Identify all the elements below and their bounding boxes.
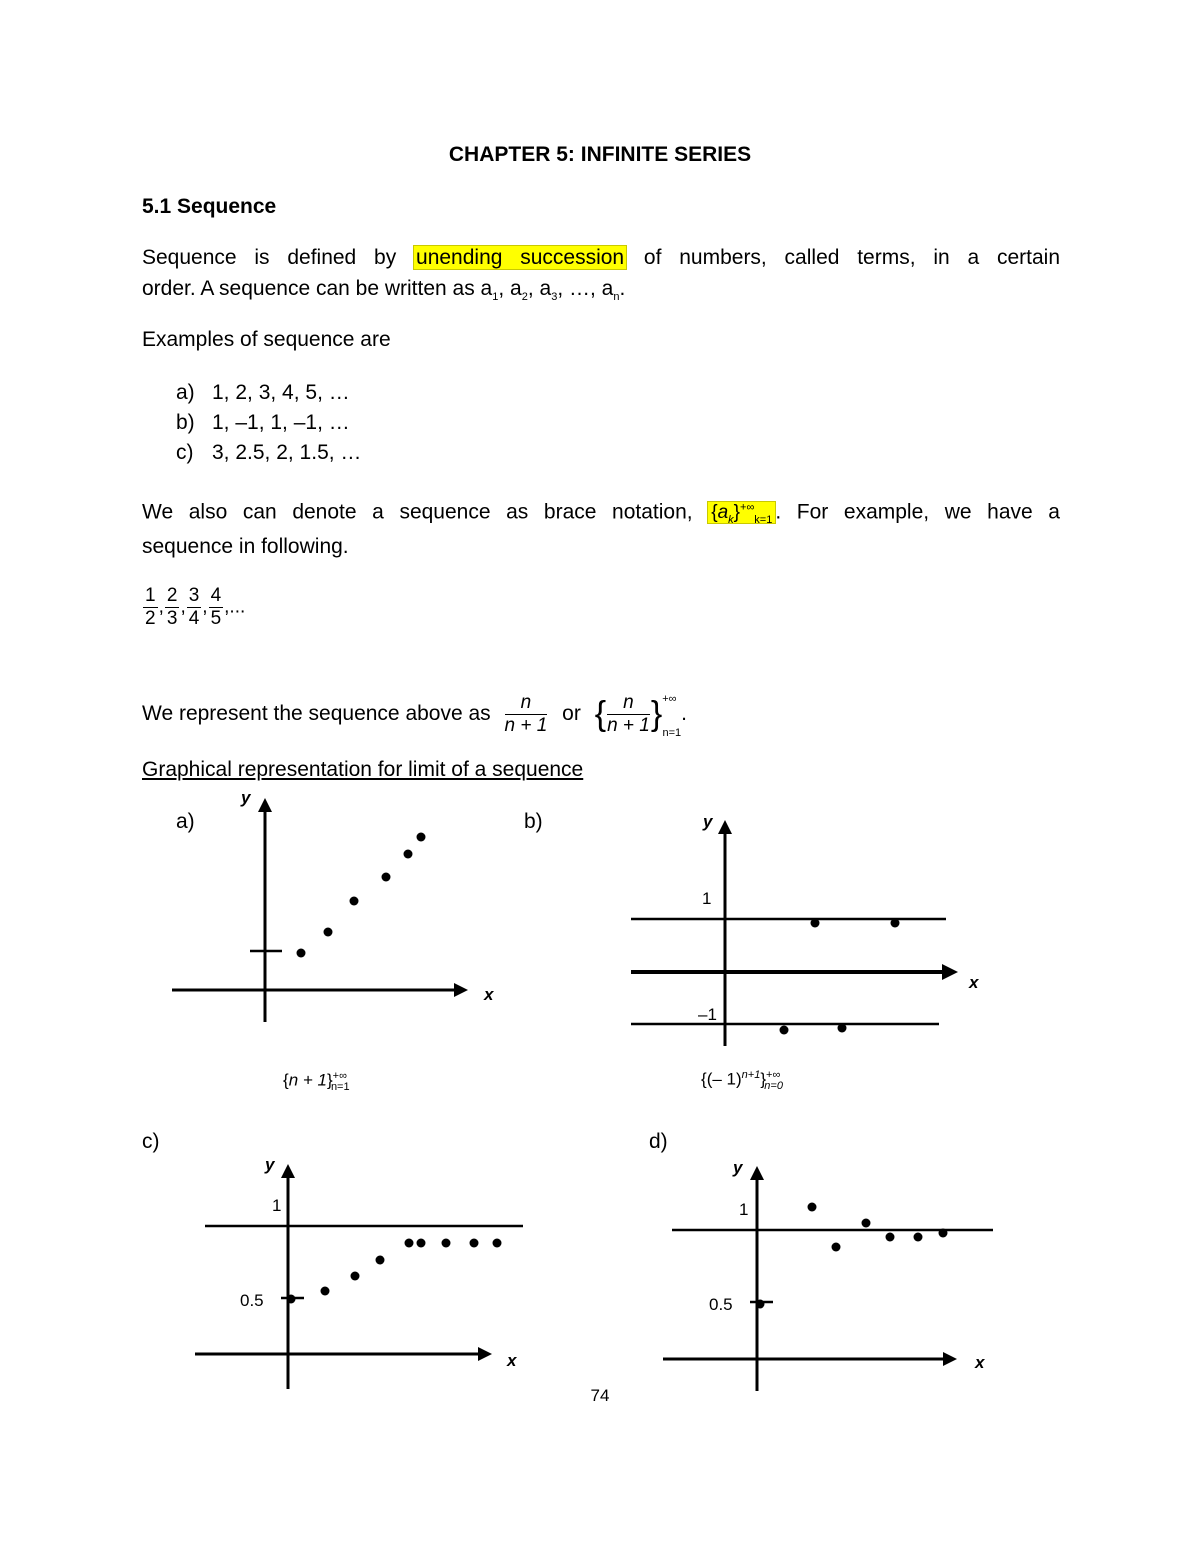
graph-c-label: c) bbox=[142, 1130, 160, 1153]
graph-b-x-label: x bbox=[969, 973, 979, 992]
graph-b-formula: {(– $1)^{n+1}\}^{+\infty}_{n=0}$ bbox=[701, 1069, 783, 1093]
representation-sup: +∞ bbox=[662, 693, 677, 705]
ellipsis: , …, a bbox=[557, 277, 614, 300]
fraction-den: n + 1 bbox=[607, 714, 650, 736]
chapter-title: CHAPTER 5: INFINITE SERIES bbox=[448, 143, 752, 166]
graph-caption: Graphical representation for limit of a sequence bbox=[142, 758, 584, 781]
graph-a-points bbox=[297, 833, 426, 958]
fraction-den: 5 bbox=[210, 608, 222, 629]
example-label: a) bbox=[176, 381, 195, 404]
data-point bbox=[886, 1233, 895, 1242]
representation-text: We represent the sequence above as bbox=[142, 702, 491, 725]
data-point bbox=[811, 919, 820, 928]
graph-d bbox=[663, 1166, 993, 1391]
data-point bbox=[321, 1287, 330, 1296]
data-point bbox=[862, 1219, 871, 1228]
y-arrow-icon bbox=[258, 798, 272, 812]
y-arrow-icon bbox=[750, 1166, 764, 1180]
data-point bbox=[287, 1295, 296, 1304]
graph-b-tick-one: 1 bbox=[702, 889, 712, 908]
data-point bbox=[382, 873, 391, 882]
graph-d-points bbox=[756, 1203, 948, 1309]
representation-line: We represent the sequence above as $\frac{n}{n + 1}$ or { $\frac{n}{n + 1}$ }$^{+\infty}_{n=1}$. bbox=[142, 691, 687, 739]
graph-a-x-label: x bbox=[484, 985, 494, 1004]
fraction-num: 1 bbox=[145, 585, 156, 606]
example-text: 1, 2, 3, 4, 5, … bbox=[212, 381, 350, 404]
brace-sub: k bbox=[728, 514, 734, 527]
fraction-num: 4 bbox=[210, 585, 222, 606]
graph-d-x-label: x bbox=[975, 1353, 985, 1372]
data-point bbox=[351, 1272, 360, 1281]
example-text: 1, –1, 1, –1, … bbox=[212, 411, 350, 434]
data-point bbox=[891, 919, 900, 928]
highlighted-term: unending succession bbox=[416, 246, 625, 269]
fraction-den: 2 bbox=[145, 608, 156, 629]
graph-a-y-label: y bbox=[241, 788, 251, 807]
data-point bbox=[376, 1256, 385, 1265]
formula-sub: n=1 bbox=[330, 1081, 350, 1094]
x-arrow-icon bbox=[454, 983, 468, 997]
period: . bbox=[681, 702, 687, 725]
x-arrow-icon bbox=[943, 1352, 957, 1366]
graph-d-y-label: y bbox=[733, 1158, 743, 1177]
graph-a-label: a) bbox=[176, 810, 195, 833]
graph-a-formula: $\{n + 1\}^{+\infty}_{n=1}$ bbox=[283, 1070, 350, 1094]
separator-2: , a bbox=[527, 277, 552, 300]
graph-d-tick-half: 0.5 bbox=[709, 1295, 733, 1314]
graph-b-tick-neg-one: –1 bbox=[698, 1005, 717, 1024]
fraction-num: n bbox=[607, 692, 650, 715]
graph-c-tick-half: 0.5 bbox=[240, 1291, 264, 1310]
fraction-num: n bbox=[505, 692, 548, 715]
graph-b-label: b) bbox=[524, 810, 543, 833]
example-label: b) bbox=[176, 411, 195, 434]
subscript-n: n bbox=[613, 291, 620, 304]
data-point bbox=[914, 1233, 923, 1242]
data-point bbox=[324, 928, 333, 937]
brace-sup: +∞ bbox=[740, 502, 755, 514]
graph-d-tick-one: 1 bbox=[739, 1200, 749, 1219]
fraction-den: 4 bbox=[188, 608, 200, 629]
separator-1: , a bbox=[498, 277, 522, 300]
brace-term: a bbox=[717, 502, 729, 524]
data-point bbox=[756, 1300, 765, 1309]
brace-lower: k=1 bbox=[754, 514, 773, 527]
graph-b-y-label: y bbox=[703, 812, 713, 831]
data-point bbox=[808, 1203, 817, 1212]
formula-sub: n=0 bbox=[764, 1080, 783, 1093]
data-point bbox=[297, 949, 306, 958]
x-arrow-icon bbox=[942, 964, 958, 980]
subscript-2: 2 bbox=[521, 291, 528, 304]
formula-inner: (– 1) bbox=[706, 1069, 742, 1089]
example-text: 3, 2.5, 2, 1.5, … bbox=[212, 441, 362, 464]
definition-text-before: Sequence is defined by bbox=[142, 246, 397, 269]
data-point bbox=[442, 1239, 451, 1248]
data-point bbox=[470, 1239, 479, 1248]
graph-c-x-label: x bbox=[507, 1351, 517, 1370]
formula-inner: n + 1 bbox=[288, 1070, 327, 1090]
subscript-3: 3 bbox=[551, 291, 558, 304]
fraction-num: 2 bbox=[166, 585, 178, 606]
data-point bbox=[832, 1243, 841, 1252]
representation-lower: n=1 bbox=[662, 727, 682, 739]
example-label: c) bbox=[176, 441, 194, 464]
graph-d-label: d) bbox=[649, 1130, 668, 1153]
graph-c-y-label: y bbox=[265, 1155, 275, 1174]
formula-pow: n+1 bbox=[741, 1069, 761, 1081]
data-point bbox=[838, 1024, 847, 1033]
x-arrow-icon bbox=[478, 1347, 492, 1361]
fraction-tail: ,... bbox=[224, 596, 246, 618]
formula-sup: +∞ bbox=[332, 1070, 347, 1082]
graph-a bbox=[172, 798, 468, 1022]
examples-intro: Examples of sequence are bbox=[142, 328, 391, 351]
fraction-den: 3 bbox=[166, 608, 178, 629]
fraction-sequence: $\frac{1}{2}$ , $\frac{2}{3}$ , $\frac{3}{4}$ , $\frac{4}{5}$ ,... bbox=[145, 585, 246, 629]
brace-notation-formula: $\{a_k\}^{+\infty}_{k=1}$ bbox=[708, 502, 775, 523]
fraction-num: 3 bbox=[188, 585, 200, 606]
definition-line2-text: order. A sequence can be written as a bbox=[142, 277, 493, 300]
data-point bbox=[405, 1239, 414, 1248]
formula-sup: +∞ bbox=[766, 1069, 781, 1081]
subscript-1: 1 bbox=[492, 291, 499, 304]
data-point bbox=[417, 1239, 426, 1248]
graph-c bbox=[195, 1164, 523, 1389]
data-point bbox=[939, 1229, 948, 1238]
data-point bbox=[350, 897, 359, 906]
data-point bbox=[417, 833, 426, 842]
period: . bbox=[619, 277, 626, 300]
graph-b-points bbox=[780, 919, 900, 1035]
fraction-den: n + 1 bbox=[504, 714, 548, 736]
brace-notation-line2: sequence in following. bbox=[142, 535, 349, 558]
y-arrow-icon bbox=[718, 820, 732, 834]
data-point bbox=[404, 850, 413, 859]
y-arrow-icon bbox=[281, 1164, 295, 1178]
page-number: 74 bbox=[590, 1386, 610, 1405]
brace-text-before: We also can denote a sequence as brace notation, bbox=[142, 500, 693, 524]
data-point bbox=[780, 1026, 789, 1035]
or-text: or bbox=[562, 702, 581, 725]
graph-c-points bbox=[287, 1239, 502, 1304]
definition-text-after: of numbers, called terms, in a certain bbox=[643, 246, 1060, 269]
section-heading: 5.1 Sequence bbox=[142, 195, 277, 218]
brace-text-after: . For example, we have a bbox=[775, 500, 1060, 524]
data-point bbox=[493, 1239, 502, 1248]
graph-b bbox=[631, 820, 958, 1046]
graph-c-tick-one: 1 bbox=[272, 1196, 282, 1215]
